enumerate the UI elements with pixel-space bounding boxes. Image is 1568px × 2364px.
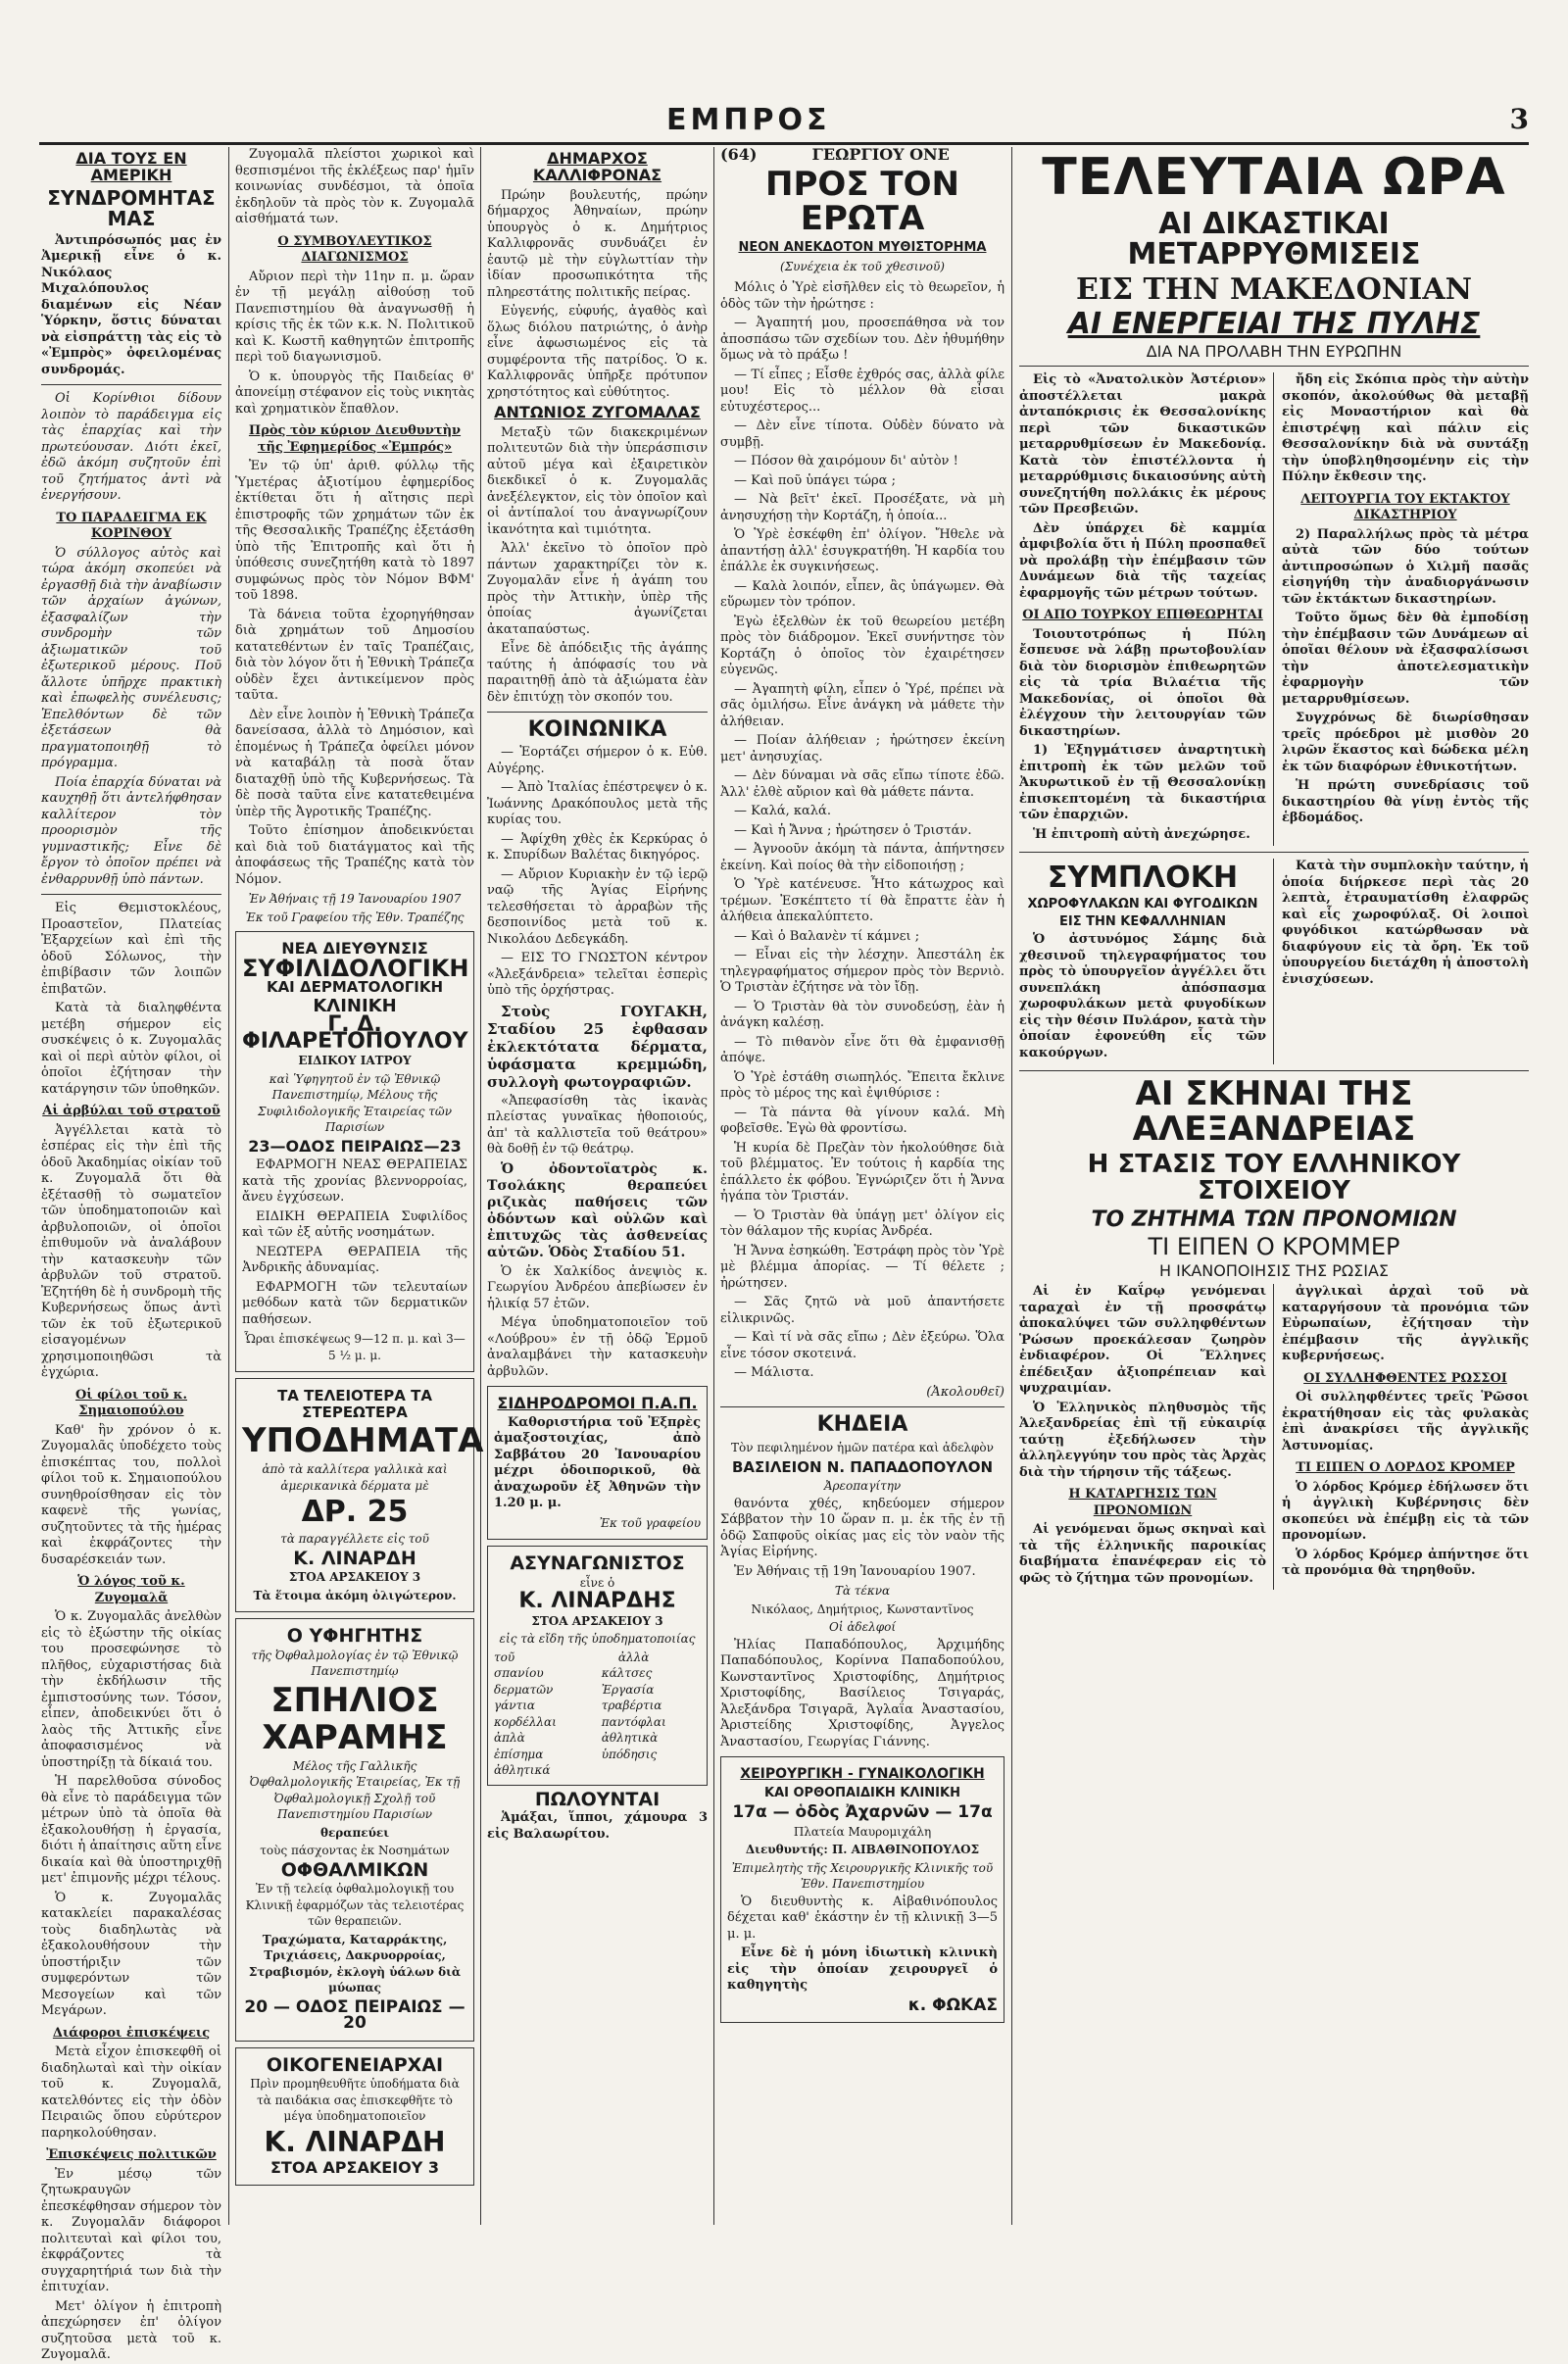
section-heading: Οἱ φίλοι τοῦ κ. Σημαιοπούλου <box>74 1387 188 1419</box>
story-paragraph: Μόλις ὁ Ὑρὲ εἰσῆλθεν εἰς τὸ θεωρεῖον, ἡ ὁδὸς τῶν τὴν ἠρώτησε : <box>720 280 1004 312</box>
ad-hours: Ὧραι ἐπισκέψεως 9—12 π. μ. καὶ 3—5 ½ μ. μ. <box>244 1332 466 1362</box>
ad-shoes <box>235 1378 484 1612</box>
section-heading: ΟΙ ΣΥΛΛΗΦΘΕΝΤΕΣ ΡΩΣΣΟΙ <box>1303 1370 1507 1386</box>
section-heading: ΤΟ ΠΑΡΑΔΕΙΓΜΑ ΕΚ ΚΟΡΙΝΘΟΥ <box>56 510 207 542</box>
article-paragraph: Μεταξὺ τῶν διακεκριμένων πολιτευτῶν διὰ τὴν ὑπεράσπισιν αὐτοῦ μέγα καὶ ἐξαιρετικὸν διεκδικεῖ ὁ κ. Ζυγομαλᾶς ἀνεξέλεγκτον, εἰς τὸν ὁποῖον καὶ οἱ ἀντίπαλοί του ἀναγνωρίζουν ἱκανότητα καὶ τιμιότητα. <box>487 424 708 537</box>
article-paragraph: Ἀγγέλλεται κατὰ τὸ ἐσπέρας εἰς τὴν ἐπὶ τῆς ὁδοῦ Ἀκαδημίας οἰκίαν τοῦ κ. Ζυγομαλᾶ ὅτι θὰ ἐξέτασθῇ τὸ σωματεῖον τῶν ὑποδηματοποιῶν καὶ ἀρβυλοποιῶν, οἱ ὁποῖοι ἐπιθυμοῦν νὰ ἀναλάβουν τὴν κατασκευὴν τῶν ἀρβυλῶν τοῦ στρατοῦ. Ἐζητήθη δὲ ἡ συνδρομὴ τῆς Κυβερνήσεως ὅπως ἀντὶ τῶν ἐκ τοῦ ἐξωτερικοῦ εἰσαγομένων χρησιμοποιηθῶσι τὰ ἐγχώρια. <box>41 1122 221 1381</box>
funeral-text: Τὸν πεφιλημένον ἡμῶν πατέρα καὶ ἀδελφὸν <box>731 1441 994 1455</box>
article-paragraph: Ἐν μέσῳ τῶν ζητωκραυγῶν ἐπεσκέφθησαν σήμερον τὸν κ. Ζυγομαλᾶν διάφοροι πολιτευταὶ καὶ φίλοι του, ἐκφράζοντες τὰ συγχαρητήριά των διὰ τὴν ἐπιτυχίαν. <box>41 2166 221 2295</box>
story-paragraph: — Καὶ τί νὰ σᾶς εἴπω ; Δὲν ἐξεύρω. Ὅλα εἶνε τόσον σκοτεινά. <box>720 1330 1004 1361</box>
article-paragraph: Ἐν τῷ ὑπ' ἀριθ. φύλλῳ τῆς Ὑμετέρας ἀξιοτίμου ἐφημερίδος ἐκτίθεται ὅτι ἡ αἴτησις περὶ ἐπιστροφῆς τῶν χρημάτων τῶν ἐκ τῆς Θεσσαλικῆς Τραπέζης ἐξετάσθη ὑπὸ τῆς Ἐπιτροπῆς καὶ ὅτι ἡ ὑπόθεσις συνεζητήθη κατὰ τὸ 1897 συμφώνως πρὸς τὸν Νόμον ΒΦΜ' τοῦ 1898. <box>235 459 474 603</box>
headline-social: ΚΟΙΝΩΝΙΚΑ <box>527 717 667 743</box>
article-paragraph: Εἶνε δὲ ἀπόδειξις τῆς ἀγάπης ταύτης ἡ ἀπόφασίς του νὰ παραιτηθῇ ἀπὸ τὰ ἀξιώματα ἐὰν δὲν ἐπιτύχῃ τὸν σκοπόν του. <box>487 641 708 705</box>
clash-article <box>1019 859 1529 1064</box>
ad-text: εἰς τὰ εἴδη τῆς ὑποδηματοποιίας <box>499 1632 696 1647</box>
ad-items-right <box>602 1650 701 1779</box>
story-paragraph: — Ὁ Τριστὰν θὰ ὑπάγῃ μετ' ὀλίγον εἰς τὸν θάλαμον τῆς κυρίας Ἀνδρέα. <box>720 1207 1004 1240</box>
story-paragraph: — Σᾶς ζητῶ νὰ μοῦ ἀπαντήσετε εἰλικρινῶς. <box>720 1295 1004 1326</box>
divider <box>487 712 708 713</box>
ad-text: ἀπὸ τὰ καλλίτερα γαλλικὰ καὶ ἀμερικανικὰ δέρματα μὲ <box>262 1462 448 1493</box>
article-paragraph: Ὁ ἀστυνόμος Σάμης διὰ χθεσινοῦ τηλεγραφήματος του πρὸς τὸ ὑπουργεῖον ἀγγέλλει ὅτι συνεπλάκη ἀπόσπασμα χωροφυλάκων μετὰ φυγοδίκων εἰς τὴν θέσιν Πυλάρον, κατὰ τὴν ὁποίαν ἐφονεύθη εἷς τῶν κακούργων. <box>1019 932 1266 1060</box>
serial-continuation: (Συνέχεια ἐκ τοῦ χθεσινοῦ) <box>780 259 945 273</box>
funeral-label: Οἱ ἀδελφοί <box>828 1620 897 1635</box>
ad-text: Καθοριστήρια τοῦ Ἐξπρὲς ἀμαξοστοιχίας, ἀπὸ Σαββάτου 20 Ἰανουαρίου μέχρι ὁδοιπορικοῦ, θὰ ἀναχωροῦν ἐξ Ἀθηνῶν τὴν 1.20 μ. μ. <box>494 1414 701 1511</box>
article-paragraph: Ἀλλ' ἐκεῖνο τὸ ὁποῖον πρὸ πάντων χαρακτηρίζει τὸν κ. Ζυγομαλᾶν εἶνε ἡ ἀγάπη του πρὸς τὴν Ἀττικὴν, ὑπὲρ τῆς ὁποίας ἀγωνίζεται ἀκαταπαύστως. <box>487 541 708 637</box>
serial-author: ΓΕΩΡΓΙΟΥ ΟΝΕ <box>811 145 950 164</box>
ad-heading: ΚΑΙ ΔΕΡΜΑΤΟΛΟΓΙΚΗ <box>266 978 444 996</box>
article-paragraph: Εὐγενής, εὐφυής, ἀγαθὸς καὶ ὅλως διόλου πατριώτης, ὁ ἀνὴρ εἶνε ἀφωσιωμένος εἰς τὰ συμφέροντα τῆς πατρίδος. Ὁ κ. Καλλιφρονᾶς ὑπῆρξε πρότυπον χρηστότητος καὶ εὐθύτητος. <box>487 304 708 400</box>
article-paragraph: Εἰς τὸ «Ἀνατολικὸν Ἀστέριον» ἀποστέλλεται μακρὰ ἀνταπόκρισις ἐκ Θεσσαλονίκης περὶ τῶν δικαστικῶν μεταρρυθμίσεων ἐν Μακεδονίᾳ. Κατὰ τὸν ἐπιστέλλοντα ἡ μεταρρύθμισις δικαιοσύνης αὐτὴ συνεζητήθη πολλάκις ἐκ μέρους τῶν Πρεσβειῶν. <box>1019 372 1266 517</box>
ad-text: Πρὶν προμηθευθῆτε ὑποδήματα διὰ τὰ παιδάκια σας ἐπισκεφθῆτε τὸ μέγα ὑποδηματοποιεῖον <box>250 2077 460 2123</box>
ad-item: παντόφλαι <box>601 1714 666 1729</box>
story-paragraph: — Ποίαν ἀλήθειαν ; ἠρώτησεν ἐκείνη μετ' ἀνησυχίας. <box>720 733 1004 764</box>
page-number: 3 <box>1509 103 1529 135</box>
ad-shop-name: Κ. ΛΙΝΑΡΔΗ <box>293 1547 416 1569</box>
story-paragraph: — Δὲν δύναμαι νὰ σᾶς εἴπω τίποτε ἐδῶ. Ἀλλ' ἐλθὲ αὔριον καὶ θὰ μάθετε πάντα. <box>720 768 1004 800</box>
headline-privileges: ΤΟ ΖΗΤΗΜΑ ΤΩΝ ΠΡΟΝΟΜΙΩΝ <box>1091 1207 1457 1233</box>
ad-text: ΕΦΑΡΜΟΓΗ τῶν τελευταίων μεθόδων κατὰ τῶν δερματικῶν παθήσεων. <box>242 1279 467 1327</box>
ad-text: Ἐπιμελητὴς τῆς Χειρουργικῆς Κλινικῆς τοῦ Ἐθν. Πανεπιστημίου <box>731 1860 994 1892</box>
article-paragraph: Τοῦτο ἐπίσημον ἀποδεικνύεται καὶ διὰ τοῦ διατάγματος καὶ τῆς ἀποφάσεως τῆς Τραπέζης κατὰ τὸν Νόμον. <box>235 823 474 887</box>
ad-text: εἶνε ὁ <box>579 1575 615 1590</box>
article-paragraph: Ἡ παρελθοῦσα σύνοδος θὰ εἶνε τὸ παράδειγμα τῶν μέτρων ὑπὸ τὰ ὁποῖα θὰ ἐξακολουθήσῃ ἡ ἐργασία, διότι ἡ ἀπαίτησις αὕτη εἶνε δικαία καὶ θὰ ὑποστηριχθῇ μετ' ἐπιμονῆς μέχρι τέλους. <box>41 1774 221 1887</box>
section-heading: ΤΙ ΕΙΠΕΝ Ο ΛΟΡΔΟΣ ΚΡΟΜΕΡ <box>1296 1460 1515 1476</box>
ad-text: Ἐκ τοῦ γραφείου <box>599 1515 701 1530</box>
headline-cephalonia: ΕΙΣ ΤΗΝ ΚΕΦΑΛΛΗΝΙΑΝ <box>1058 913 1226 929</box>
ad-text: ΝΕΩΤΕΡΑ ΘΕΡΑΠΕΙΑ τῆς Ἀνδρικῆς ἀδυναμίας. <box>242 1244 467 1275</box>
article-paragraph: Τὰ δάνεια τοῦτα ἐχορηγήθησαν διὰ χρημάτων τοῦ Δημοσίου κατατεθέντων ἐν ταῖς Τραπέζαις, διὰ τὸν λόγον ὅτι ἡ Ἐθνικὴ Τράπεζα οὐδὲν ἔχει ἀντικείμενον πρὸς ταῦτα. <box>235 607 474 703</box>
ad-item: τοῦ σπανίου <box>494 1650 544 1681</box>
funeral-label: Τὰ τέκνα <box>834 1584 891 1599</box>
funeral-name: ΒΑΣΙΛΕΙΟΝ Ν. ΠΑΠΑΔΟΠΟΥΛΟΝ <box>731 1457 994 1476</box>
signature-date: Ἐν Ἀθήναις τῇ 19 Ἰανουαρίου 1907 <box>248 892 462 906</box>
article-paragraph: Ὁ κ. Ζυγομαλᾶς κατακλείει παρακαλέσας τοὺς διαδηλωτὰς νὰ ἐξακολουθήσουν τὴν ὑποστήριξιν τῶν συμφερόντων τῶν Μεσογείων καὶ τῶν Μεγάρων. <box>41 1890 221 2019</box>
column-5 <box>1019 147 1529 2225</box>
article-paragraph: Εἰς Θεμιστοκλέους, Προαστεῖον, Πλατείας Ἐξαρχείων καὶ ἐπὶ τῆς ὁδοῦ Σόλωνος, τὴν ἐπιβίβασιν τῶν λοιπῶν ἐπιβατῶν. <box>41 901 221 997</box>
column-4 <box>720 147 1004 2225</box>
ad-item: ἀλλὰ <box>617 1650 650 1664</box>
article-paragraph: Μετ' ὀλίγον ἡ ἐπιτροπὴ ἀπεχώρησεν ἐπ' ὀλίγον συζητοῦσα μετὰ τοῦ κ. Ζυγομαλᾶ. <box>41 2298 221 2363</box>
column-1 <box>41 147 221 2363</box>
article-paragraph: Ὁ λόρδος Κρόμερ ἀπήντησε ὅτι τὰ προνόμια θὰ τηρηθοῦν. <box>1282 1547 1529 1579</box>
column-divider <box>713 147 714 2225</box>
ad-address: ΣΤΟΑ ΑΡΣΑΚΕΙΟΥ 3 <box>531 1613 663 1628</box>
funeral-relatives: Ἠλίας Παπαδόπουλος, Ἀρχιμήδης Παπαδόπουλος, Κορίννα Παπαδοπούλου, Κωνσταντῖνος Χριστοφίδης, Δημήτριος Χριστοφίδης, Βασίλειος Τσιγαράς, Ἀλεξάνδρα Τσιγαρᾶ, Ἀγλαΐα Ἀναστασίου, Ἀριστείδης Χριστοφίδης, Ἀγγελος Ἀναστασίου, Γεωργίας Γιάννης. <box>720 1637 1004 1749</box>
funeral-text: θανόντα χθές, κηδεύομεν σήμερον Σάββατον τὴν 10 ὥραν π. μ. ἐκ τῆς ἐν τῇ ὁδῷ Σαπφοῦς οἰκίας μας εἰς τὸν ναὸν τῆς Ἁγίας Εἰρήνης. <box>720 1496 1004 1560</box>
story-paragraph: — Ὁ Τριστὰν θὰ τὸν συνοδεύσῃ, ἐὰν ἡ ἀνάγκη καλέσῃ. <box>720 999 1004 1031</box>
section-heading: ΟΙ ΑΠΟ ΤΟΥΡΚΟΥ ΕΠΙΘΕΩΡΗΤΑΙ <box>1022 608 1263 623</box>
ad-heading: ΟΙΚΟΓΕΝΕΙΑΡΧΑΙ <box>266 2053 444 2076</box>
story-paragraph: — Ἀγαπητή μου, προσεπάθησα νὰ τον ἀποσπάσω τῶν σχεδίων του. Δὲν ἠθυμήθην ὅμως νὰ τὸ πράξω ! <box>720 316 1004 364</box>
ad-doctor-name: κ. ΦΩΚΑΣ <box>907 1995 998 2015</box>
headline-zygomalas: ΑΝΤΩΝΙΟΣ ΖΥΓΟΜΑΛΑΣ <box>494 403 701 422</box>
headline-subscribers-sub: ΣΥΝΔΡΟΜΗΤΑΣ ΜΑΣ <box>47 185 216 230</box>
section-heading: ΛΕΙΤΟΥΡΓΙΑ ΤΟΥ ΕΚΤΑΚΤΟΥ ΔΙΚΑΣΤΗΡΙΟΥ <box>1300 491 1510 523</box>
article-paragraph: Ποία ἐπαρχία δύναται νὰ καυχηθῇ ὅτι ἀντελήφθησαν καλλίτερον τὸν προορισμὸν τῆς γυμναστικῆς; Εἶνε δὲ ἔργον τὸ ὁποῖον πρέπει νὰ ἐνθαρρυνθῇ ὑπὸ πάντων. <box>41 774 221 887</box>
headline-subscribers: ΔΙΑ ΤΟΥΣ ΕΝ ΑΜΕΡΙΚΗ <box>75 149 187 184</box>
article-paragraph: Οἱ Κορίνθιοι δίδουν λοιπὸν τὸ παράδειγμα εἰς τὰς ἐπαρχίας καὶ τὴν πρωτεύουσαν. Διότι ἐκεῖ, ἐδῶ ἀκόμη συζητοῦν ἐπὶ τοῦ ζητήματος ἀντὶ νὰ ἐνεργήσουν. <box>41 391 221 504</box>
headline-alexandria: ΑΙ ΣΚΗΝΑΙ ΤΗΣ ΑΛΕΞΑΝΔΡΕΙΑΣ <box>1132 1074 1416 1149</box>
ad-family-shoes <box>235 2047 474 2187</box>
section-heading: Διάφοροι ἐπισκέψεις <box>52 2025 211 2041</box>
serial-subtitle: ΝΕΟΝ ΑΝΕΚΔΟΤΟΝ ΜΥΘΙΣΤΟΡΗΜΑ <box>738 239 987 255</box>
reforms-left <box>1019 372 1266 846</box>
ad-items-left <box>494 1650 593 1779</box>
article-paragraph: ἤδη εἰς Σκόπια πρὸς τὴν αὐτὴν σκοπόν, ἀκολούθως θὰ μεταβῇ εἰς Μοναστήριον καὶ θὰ ἐπιστρέψῃ καὶ πάλιν εἰς Θεσσαλονίκην διὰ νὰ συντάξῃ τὴν ὑποβληθησομένην εἰς τὴν Πύλην ἔκθεσιν της. <box>1282 372 1529 485</box>
column-divider <box>480 147 481 2225</box>
clash-left <box>1019 859 1266 1064</box>
ad-item: ἐπίσημα <box>494 1747 544 1761</box>
ad-text: τοὺς πάσχοντας ἐκ Νοσημάτων <box>260 1844 450 1857</box>
article-paragraph: Ἡ ἐπιτροπὴ αὐτὴ ἀνεχώρησε. <box>1033 826 1250 842</box>
headline-porte-actions: ΑΙ ΕΝΕΡΓΕΙΑΙ ΤΗΣ ΠΥΛΗΣ <box>1067 307 1481 342</box>
headline-kallifronas: ΔΗΜΑΡΧΟΣ ΚΑΛΛΙΦΡΟΝΑΣ <box>532 149 662 184</box>
article-paragraph: Δὲν ὑπάρχει δὲ καμμία ἀμφιβολία ὅτι ἡ Πύλη προσπαθεῖ νὰ προλάβῃ τὴν ἐπέμβασιν τῶν Δυνάμεων διὰ τῆς ταχείας ἐφαρμογῆς τῶν μέτρων τούτων. <box>1019 520 1266 601</box>
headline-cromer: ΤΙ ΕΙΠΕΝ Ο ΚΡΟΜΜΕΡ <box>1148 1233 1400 1261</box>
top-rule <box>39 142 1529 145</box>
ad-heading: ΝΕΑ ΔΙΕΥΘΥΝΣΙΣ <box>281 939 428 958</box>
ad-heading: ΚΑΙ ΟΡΘΟΠΑΙΔΙΚΗ ΚΛΙΝΙΚΗ <box>764 1785 960 1800</box>
article-paragraph: Μέγα ὑποδηματοποιεῖον τοῦ «Λούβρου» ἐν τῇ ὁδῷ Ἑρμοῦ ἀναλαμβάνει τὴν κατασκευὴν ἀρβυλῶν. <box>487 1315 708 1379</box>
reforms-right <box>1273 372 1529 846</box>
headline-clash-sub: ΧΩΡΟΦΥΛΑΚΩΝ ΚΑΙ ΦΥΓΟΔΙΚΩΝ <box>1027 896 1258 911</box>
headline-funeral: ΚΗΔΕΙΑ <box>816 1412 908 1438</box>
ad-item: τραβέρτια <box>601 1699 662 1713</box>
ad-heading: ΧΕΙΡΟΥΡΓΙΚΗ - ΓΥΝΑΙΚΟΛΟΓΙΚΗ <box>740 1766 985 1783</box>
ad-doctor-name: ΧΑΡΑΜΗΣ <box>262 1717 448 1757</box>
alexandria-article <box>1019 1284 1529 1590</box>
ad-heading: ΣΥΦΙΛΙΔΟΛΟΓΙΚΗ <box>242 954 469 982</box>
serial-number: (64) <box>720 145 758 164</box>
article-paragraph: Ζυγομαλᾶ πλείστοι χωρικοὶ καὶ θεσπισμένοι τῆς ἐκλέξεως παρ' ἡμῖν κοινωνίας συνδέσμοι, τὰ ὁποῖα ἐκδηλοῦν τὰ πρὸς τὸν κ. Ζυγομαλᾶ αἰσθήματά των. <box>235 147 474 226</box>
ad-item: ἀθλητικά <box>494 1763 551 1778</box>
article-paragraph: Τοιουτοτρόπως ἡ Πύλη ἔσπευσε νὰ λάβῃ πρωτοβουλίαν διὰ τὸν διορισμὸν ἐπιθεωρητῶν εἰς τὰ τρία Βιλαέτια τῆς Μακεδονίας, οἱ ὁποῖοι θὰ ἐλέγχουν τὴν λειτουργίαν τῶν δικαστηρίων. <box>1019 626 1266 739</box>
story-paragraph: — Μάλιστα. <box>734 1365 814 1381</box>
ad-text: θεραπεύει <box>319 1825 390 1840</box>
ad-text: Ὁ διευθυντὴς κ. Αἰβαθινόπουλος δέχεται καθ' ἑκάστην ἐν τῇ κλινικῇ 3—5 μ. μ. <box>727 1894 998 1942</box>
article-paragraph: Αὔριον περὶ τὴν 11ην π. μ. ὥραν ἐν τῇ μεγάλῃ αἰθούσῃ τοῦ Πανεπιστημίου θὰ ἀναγνωσθῇ ἡ κρίσις τῆς ἐκ τῶν κ.κ. Ν. Πολιτικοῦ καὶ Κ. Κωστῆ καθηγητῶν ἐπιτροπῆς περὶ τοῦ διαγωνισμοῦ. <box>235 269 474 365</box>
headline-prevent-europe: ΔΙΑ ΝΑ ΠΡΟΛΑΒΗ ΤΗΝ ΕΥΡΩΠΗΝ <box>1146 341 1402 361</box>
ad-doctor-name: Γ. Δ. ΦΙΛΑΡΕΤΟΠΟΥΛΟΥ <box>242 1012 468 1054</box>
story-paragraph: — Τί εἶπες ; Εἶσθε ἐχθρός σας, ἀλλὰ φίλε μου! Εἰς τὸ μέλλον θὰ εἶσαι εὐτυχέστερος... <box>720 367 1004 415</box>
ad-ophthalmologist <box>235 1618 474 2042</box>
reforms-article <box>1019 372 1529 846</box>
story-paragraph: — Ἀγαπητὴ φίλη, εἶπεν ὁ Ὑρέ, πρέπει νὰ σᾶς ὁμιλήσω. Εἶνε ἀνάγκη νὰ μάθετε τὴν ἀλήθειαν. <box>720 681 1004 729</box>
newspaper-title: ΕΜΠΡΟΣ <box>666 103 831 137</box>
ad-heading: ΤΑ ΤΕΛΕΙΟΤΕΡΑ ΤΑ ΣΤΕΡΕΩΤΕΡΑ <box>277 1387 432 1421</box>
headline-greek-stance: Η ΣΤΑΣΙΣ ΤΟΥ ΕΛΛΗΝΙΚΟΥ ΣΤΟΙΧΕΙΟΥ <box>1087 1149 1461 1206</box>
ad-text: Τὰ ἕτοιμα ἀκόμη ὀλιγώτερον. <box>253 1588 457 1602</box>
alexandria-right <box>1273 1284 1529 1590</box>
ad-syphilology-clinic <box>235 931 474 1372</box>
section-heading: Ἐπισκέψεις πολιτικῶν <box>46 2147 217 2163</box>
article-paragraph: Ὁ κ. ὑπουργὸς τῆς Παιδείας θ' ἀπονείμῃ στέφανον εἰς τοὺς νικητὰς καὶ χρηματικὸν ἔπαθλον. <box>235 369 474 417</box>
divider <box>720 1406 1004 1407</box>
social-item: — Ἀπὸ Ἰταλίας ἐπέστρεψεν ὁ κ. Ἰωάννης Δρακόπουλος μετὰ τῆς κυρίας του. <box>487 780 708 828</box>
divider <box>1019 366 1529 367</box>
divider <box>1019 852 1529 853</box>
ad-heading: ΑΣΥΝΑΓΩΝΙΣΤΟΣ <box>510 1552 685 1575</box>
social-item: — Ἑορτάζει σήμερον ὁ κ. Εὐθ. Αὐγέρης. <box>487 745 708 776</box>
story-paragraph: — Νὰ βεῖτ' ἐκεῖ. Προσέξατε, νὰ μὴ ἀνησυχήσῃ τὴν Κορτάζη, ἡ ὁποία... <box>720 492 1004 523</box>
social-item: — Ἀφίχθη χθὲς ἐκ Κερκύρας ὁ κ. Σπυρίδων Βαλέτας δικηγόρος. <box>487 831 708 863</box>
story-paragraph: — Καλά, καλά. <box>734 804 831 819</box>
divider <box>41 894 221 895</box>
ad-surgical-clinic <box>720 1756 1004 2023</box>
ad-text: Πλατεία Μαυρομιχάλη <box>793 1824 932 1839</box>
ad-heading: Ο ΥΦΗΓΗΤΗΣ <box>286 1625 423 1647</box>
article-paragraph: Πρώην βουλευτής, πρώην δήμαρχος Ἀθηναίων, πρώην ὑπουργὸς ὁ κ. Δημήτριος Καλλιφρονᾶς συνδυάζει ἐν ἑαυτῷ μὲ τὴν εὐγλωττίαν τὴν ἰδίαν προσωπικότητα τῆς πληρεστάτης πολιτικῆς πείρας. <box>487 187 708 300</box>
ad-text: Ἐν τῇ τελείᾳ ὀφθαλμολογικῇ του Κλινικῇ ἐφαρμόζων τὰς τελειοτέρας τῶν θεραπειῶν. <box>245 1882 465 1928</box>
funeral-date: Ἐν Ἀθήναις τῇ 19η Ἰανουαρίου 1907. <box>734 1563 976 1579</box>
ad-text: καὶ Ὑφηγητοῦ ἐν τῷ Ἐθνικῷ Πανεπιστημίῳ, Μέλους τῆς Συφιλιδολογικῆς Ἑταιρείας τῶν Παρισίων <box>257 1071 453 1134</box>
column-2 <box>235 147 484 2225</box>
ad-text: Τραχώματα, Καταρράκτης, Τριχιάσεις, Δακρυορροίας, Στραβισμόν, ἐκλογὴ ὑάλων διὰ μύωπας <box>248 1932 462 1995</box>
story-paragraph: — Καὶ ὁ Βαλανὲν τί κάμνει ; <box>734 928 920 944</box>
article-paragraph: Ἀντιπρόσωπός μας ἐν Ἀμερικῇ εἶνε ὁ κ. Νικόλαος Μιχαλόπουλος διαμένων εἰς Νέαν Ὑόρκην, ὅστις δύναται νὰ εἰσπράττῃ τὰς εἰς τὸ «Ἐμπρὸς» ὀφειλομένας συνδρομάς. <box>41 232 221 377</box>
section-heading: Πρὸς τὸν κύριον Διευθυντὴν τῆς Ἐφημερίδος «Ἐμπρός» <box>248 423 462 455</box>
story-paragraph: — Εἶναι εἰς τὴν λέσχην. Ἀπεστάλη ἐκ τηλεγραφήματος σήμερον πρὸς τὸν Βερνιὸ. Ὁ Τριστὰν ἐζήτησε νὰ τὸν ἴδῃ. <box>720 948 1004 996</box>
ad-price: ΔΡ. 25 <box>301 1495 409 1529</box>
ad-heading: ΟΦΘΑΛΜΙΚΩΝ <box>280 1858 429 1881</box>
ad-address: 23—ΟΔΟΣ ΠΕΙΡΑΙΩΣ—23 <box>248 1136 462 1156</box>
ad-text: τὰ παραγγέλλετε εἰς τοῦ <box>280 1532 429 1546</box>
column-3 <box>487 147 708 2225</box>
ad-address: ΣΤΟΑ ΑΡΣΑΚΕΙΟΥ 3 <box>288 1570 421 1584</box>
ad-items <box>494 1650 701 1779</box>
column-divider <box>1011 147 1012 2225</box>
divider <box>41 384 221 385</box>
ad-item: ἀθλητικὰ <box>601 1731 659 1746</box>
article-paragraph: Αἱ γενόμεναι ὅμως σκηναὶ καὶ τὰ τῆς ἑλληνικῆς παροικίας διαβήματα ἐπανέφεραν εἰς τὸ φῶς τὸ ζήτημα τῶν προνομίων. <box>1019 1522 1266 1586</box>
column-divider <box>228 147 229 2225</box>
ad-text: τῆς Ὀφθαλμολογίας ἐν τῷ Ἐθνικῷ Πανεπιστημίῳ <box>251 1648 459 1678</box>
divider <box>1019 1070 1529 1071</box>
ad-text: Στοὺς ΓΟΥΓΑΚΗ, Σταδίου 25 ἐφθασαν ἐκλεκτότατα δέρματα, ὑφάσματα κρεμμώδη, συλλογὴ φωτογραφιῶν. <box>487 1002 708 1091</box>
ad-heading: ΥΠΟΔΗΜΑΤΑ <box>242 1421 484 1460</box>
ad-item: κορδέλλαι <box>494 1714 557 1729</box>
ad-railways <box>487 1386 708 1540</box>
story-paragraph: Ὁ Ὑρὲ ἐστάθη σιωπηλός. Ἔπειτα ἔκλινε πρὸς τὸ μέρος της καὶ ἐψιθύρισε : <box>720 1069 1004 1102</box>
story-paragraph: Ἡ κυρία δὲ Πρεζὰν τὸν ἠκολούθησε διὰ τοῦ βλέμματος. Ἐν τούτοις ἡ καρδία της ἐπάλλετο ἐκ φόβου. Ἐγνώριζεν ὅτι ἡ Ἄννα ἠγάπα τὸν Τριστάν. <box>720 1140 1004 1205</box>
article-paragraph: Κατὰ τὴν συμπλοκὴν ταύτην, ἡ ὁποία διήρκεσε περὶ τὰς 20 λεπτὰ, ἐτραυματίσθη ἐλαφρῶς καὶ εἷς χωροφύλαξ. Οἱ λοιποὶ φυγόδικοι κατώρθωσαν νὰ διαφύγουν εἰς τὰ ὄρη. Ἐκ τοῦ ὑπουργείου διετάχθη ἡ ἀποστολὴ ἐνισχύσεων. <box>1282 859 1529 987</box>
story-paragraph: — Καὶ ἡ Ἄννα ; ἠρώτησεν ὁ Τριστάν. <box>734 822 972 838</box>
story-paragraph: Ὁ Ὑρὲ ἐσκέφθη ἐπ' ὀλίγον. Ἤθελε νὰ ἀπαντήσῃ ἀλλ' ἐσυγκρατήθη. Ἡ καρδία του ἐπάλλε ἐκ συγκινήσεως. <box>720 527 1004 575</box>
ad-text: Ἁμάξαι, ἵπποι, χάμουρα 3 εἰς Βαλαωρίτου. <box>487 1810 708 1842</box>
story-paragraph: Ὁ Ὑρὲ κατένευσε. Ἦτο κάτωχρος καὶ τρέμων. Ἐσκέπτετο τί θὰ ἔπραττε ἐὰν ἡ ἀλήθεια ἀπεκαλύπτετο. <box>720 877 1004 925</box>
ad-item: γάντια <box>494 1699 536 1713</box>
social-item: — Αὔριον Κυριακὴν ἐν τῷ ἱερῷ ναῷ τῆς Ἁγίας Εἰρήνης τελεσθήσεται τὸ ἀρραβὼν τῆς δεσποινίδος μετὰ τοῦ κ. Νικολάου Δεδεγκάδη. <box>487 866 708 947</box>
ad-item: ὑπόδησις <box>601 1747 658 1761</box>
article-paragraph: ἀγγλικαὶ ἀρχαὶ τοῦ νὰ καταργήσουν τὰ προνόμια τῶν Εὐρωπαίων, ἐζήτησαν τὴν ἐπέμβασιν τῆς ἀγγλικῆς κυβερνήσεως. <box>1282 1284 1529 1364</box>
story-paragraph: — Καλὰ λοιπόν, εἶπεν, ἂς ὑπάγωμεν. Θὰ εὕρωμεν τὸν τρόπον. <box>720 578 1004 611</box>
ad-text: ΕΙΔΙΚΗ ΘΕΡΑΠΕΙΑ Συφιλίδος καὶ τῶν ἐξ αὐτῆς νοσημάτων. <box>242 1208 467 1240</box>
headline-russia: Η ΙΚΑΝΟΠΟΙΗΣΙΣ ΤΗΣ ΡΩΣΙΑΣ <box>1159 1261 1389 1281</box>
ad-heading: ΣΙΔΗΡΟΔΡΟΜΟΙ Π.Α.Π. <box>497 1394 698 1413</box>
article-paragraph: Αἱ ἐν Καΐρῳ γενόμεναι ταραχαὶ ἐν τῇ προσφάτῳ ἀποκαλύψει τῶν συλληφθέντων Ῥώσων προεκάλεσαν ζωηρὸν ἐνδιαφέρον. Οἱ Ἕλληνες ἐπέδειξαν ἀξιοπρέπειαν καὶ ψυχραιμίαν. <box>1019 1284 1266 1397</box>
article-paragraph: Μετὰ εἶχον ἐπισκεφθῆ οἱ διαδηλωταὶ καὶ τὴν οἰκίαν τοῦ κ. Ζυγομαλᾶ, κατελθόντες εἰς τὴν ὁδὸν Πειραιῶς ὅπου εὐρύτερον παρηκολούθησαν. <box>41 2044 221 2141</box>
story-paragraph: — Τὸ πιθανὸν εἶνε ὅτι θὰ ἐμφανισθῇ ἀπόψε. <box>720 1034 1004 1066</box>
ad-item: Ἐργασία <box>601 1682 655 1697</box>
article-paragraph: Ἡ πρώτη συνεδρίασις τοῦ δικαστηρίου θὰ γίνῃ ἐντὸς τῆς ἑβδομάδος. <box>1282 778 1529 826</box>
headline-last-hour: ΤΕΛΕΥΤΑΙΑ ΩΡΑ <box>1042 148 1506 207</box>
article-paragraph: Τοῦτο ὅμως δὲν θὰ ἐμποδίσῃ τὴν ἐπέμβασιν τῶν Δυνάμεων αἱ ὁποῖαι θέλουν νὰ ἐξασφαλίσωσι τὴν ἀποτελεσματικὴν ἐφαρμογὴν τῶν μεταρρυθμίσεων. <box>1282 611 1529 707</box>
ad-item: ἀπλὰ <box>494 1731 525 1746</box>
article-paragraph: Οἱ συλληφθέντες τρεῖς Ῥῶσοι ἐκρατήθησαν εἰς τὰς φυλακὰς ἐπὶ ἀνακρίσει τῆς ἀγγλικῆς Ἀστυνομίας. <box>1282 1390 1529 1453</box>
story-paragraph: — Ἀγνοοῦν ἀκόμη τὰ πάντα, ἀπήντησεν ἐκείνη. Καὶ ποίος θὰ τὴν εἰδοποιήσῃ ; <box>720 842 1004 873</box>
social-item: — ΕΙΣ ΤΟ ΓΝΩΣΤΟΝ κέντρον «Ἀλεξάνδρεια» τελεῖται ἑσπερὶς ὑπὸ τῆς ὀρχήστρας. <box>487 951 708 999</box>
headline-clash: ΣΥΜΠΛΟΚΗ <box>1047 861 1239 896</box>
serial-title: ΠΡΟΣ ΤΟΝ ΕΡΩΤΑ <box>765 164 959 239</box>
story-paragraph: — Δὲν εἶνε τίποτα. Οὐδὲν δύνατο νὰ συμβῇ. <box>720 419 1004 450</box>
section-heading: Ο ΣΥΜΒΟΥΛΕΥΤΙΚΟΣ ΔΙΑΓΩΝΙΣΜΟΣ <box>277 233 432 265</box>
story-paragraph: Ἡ Ἄννα ἐσηκώθη. Ἐστράφη πρὸς τὸν Ὑρὲ μὲ βλέμμα ἀπορίας. — Τί θέλετε ; ἠρώτησεν. <box>720 1243 1004 1291</box>
article-paragraph: «Ἀπεφασίσθη τὰς ἱκανὰς πλείστας γυναῖκας ἠθοποιούς, ἀπ' τὰ καλλιστεῖα τοῦ θεάτρου» θὰ δοθῇ ἐν τῷ θεάτρῳ. <box>487 1093 708 1157</box>
funeral-role: Ἀρεοπαγίτην <box>823 1479 902 1494</box>
section-heading: Η ΚΑΤΑΡΓΗΣΙΣ ΤΩΝ ΠΡΟΝΟΜΙΩΝ <box>1068 1487 1217 1518</box>
ad-text: Διευθυντής: Π. ΑΙΒΑΘΙΝΟΠΟΥΛΟΣ <box>745 1843 980 1857</box>
ad-shop-name: Κ. ΛΙΝΑΡΔΗΣ <box>518 1589 676 1614</box>
masthead <box>39 103 1529 142</box>
article-paragraph: Ὁ σύλλογος αὐτὸς καὶ τώρα ἀκόμη σκοπεύει νὰ ἐργασθῇ διὰ τὴν ἀναβίωσιν τῶν ἀρχαίων ἀγώνων, ἐξασφαλίζων τὴν συνδρομὴν τῶν ἀξιωματικῶν τοῦ ἐξωτερικοῦ μέρους. Ποῦ ἄλλοτε ὑπῆρχε πρακτικὴ καὶ ἐπωφελὴς συνέλευσις; Ἐπελθόντων δὲ τῶν ἐξετάσεων θὰ πραγματοποιηθῇ τὸ πρόγραμμα. <box>41 545 221 771</box>
ad-item: δερματῶν <box>494 1682 554 1697</box>
serial-header <box>720 147 1004 164</box>
article-paragraph: Καθ' ἣν χρόνον ὁ κ. Ζυγομαλᾶς ὑποδέχετο τοὺς ἐπισκέπτας του, πολλοὶ φίλοι τοῦ κ. Σημαιοπούλου συνηθροίσθησαν εἰς τὸν καφενὲ τῆς γωνίας, συζητοῦντες τὰ τῆς ἡμέρας καὶ ἐκφράζοντες τὴν δυσαρέσκειάν των. <box>41 1422 221 1567</box>
section-heading: Αἱ ἀρβύλαι τοῦ στρατοῦ <box>42 1104 220 1119</box>
ad-text: Μέλος τῆς Γαλλικῆς Ὀφθαλμολογικῆς Ἑταιρείας, Ἐκ τῇ Ὀφθαλμολογικῇ Σχολῇ τοῦ Πανεπιστημίου Παρισίων <box>249 1758 461 1821</box>
ad-address: ΣΤΟΑ ΑΡΣΑΚΕΙΟΥ 3 <box>270 2157 439 2177</box>
clash-right <box>1273 859 1529 1064</box>
ad-for-sale-heading: ΠΩΛΟΥΝΤΑΙ <box>534 1788 661 1810</box>
funeral-children: Νικόλαος, Δημήτριος, Κωνσταντῖνος <box>751 1601 974 1616</box>
article-paragraph: Κατὰ τὰ διαληφθέντα μετέβη σήμερον εἰς συσκέψεις ὁ κ. Ζυγομαλᾶς καὶ οἱ περὶ αὐτὸν φίλοι, οἱ ὁποῖοι ἐζήτησαν τὴν κατάργησιν τῶν ὑποθηκῶν. <box>41 1001 221 1097</box>
article-paragraph: Συγχρόνως δὲ διωρίσθησαν τρεῖς πρόεδροι μὲ μισθὸν 20 λιρῶν ἕκαστος καὶ δώδεκα μέλη ἐκ τῶν διαφόρων ἐθνικοτήτων. <box>1282 711 1529 774</box>
ad-heading: ΚΛΙΝΙΚΗ <box>313 995 397 1016</box>
section-heading: Ὁ λόγος τοῦ κ. Ζυγομαλᾶ <box>77 1574 185 1605</box>
ad-address: 17α — ὁδὸς Ἀχαρνῶν — 17α <box>732 1802 993 1823</box>
article-paragraph: Ὁ ἐκ Χαλκίδος ἀνεψιὸς κ. Γεωργίου Ἀνδρέου ἀπεβίωσεν ἐν ἡλικίᾳ 57 ἐτῶν. <box>487 1263 708 1311</box>
article-paragraph: 1) Ἐξηγμάτισεν ἀναρτητικὴ ἐπιτροπὴ ἐκ τῶν μελῶν τοῦ Ἀκυρωτικοῦ ἐν τῇ Θεσσαλονίκῃ ἐπισκεπτομένη τὰ δικαστήρια τῶν ἐπαρχιῶν. <box>1019 743 1266 823</box>
article-paragraph: Δὲν εἶνε λοιπὸν ἡ Ἐθνικὴ Τράπεζα δανείσασα, ἀλλὰ τὸ Δημόσιον, καὶ ἑπομένως ἡ Τράπεζα ὀφείλει μόνον νὰ καταβάλῃ τὰ ποσὰ ὅταν διαταχθῇ ὑπὸ τῆς Κυβερνήσεως. Τὰ δὲ ποσὰ ταῦτα εἶνε κατατεθειμένα ὑπὲρ τῆς Ἀγροτικῆς Τραπέζης. <box>235 707 474 819</box>
ad-text: Εἶνε δὲ ἡ μόνη ἰδιωτικὴ κλινικὴ εἰς τὴν ὁποίαν χειρουργεῖ ὁ καθηγητὴς <box>727 1945 998 1994</box>
headline-judicial-reforms: ΑΙ ΔΙΚΑΣΤΙΚΑΙ ΜΕΤΑΡΡΥΘΜΙΣΕΙΣ <box>1127 206 1421 272</box>
ad-role: ΕΙΔΙΚΟΥ ΙΑΤΡΟΥ <box>298 1054 412 1067</box>
headline-macedonia: ΕΙΣ ΤΗΝ ΜΑΚΕΔΟΝΙΑΝ <box>1075 271 1473 307</box>
ad-text: Ὁ ὀδοντοϊατρὸς κ. Τσολάκης θεραπεύει ριζικὰς παθήσεις τῶν ὀδόντων καὶ οὐλῶν καὶ ἐπιτυχῶς τὰς ἀσθενείας αὐτῶν. Ὁδὸς Σταδίου 51. <box>487 1160 708 1260</box>
signature: Ἐκ τοῦ Γραφείου τῆς Ἐθν. Τραπέζης <box>245 910 465 924</box>
ad-unrivalled <box>487 1546 708 1786</box>
serial-to-be-continued: (Ἀκολουθεῖ) <box>926 1384 1004 1400</box>
story-paragraph: — Καὶ ποῦ ὑπάγει τώρα ; <box>734 472 896 488</box>
ad-shop-name: Κ. ΛΙΝΑΡΔΗ <box>264 2125 446 2158</box>
ad-doctor-name: ΣΠΗΛΙΟΣ <box>270 1680 439 1720</box>
article-paragraph: Ὁ λόρδος Κρόμερ ἐδήλωσεν ὅτι ἡ ἀγγλικὴ Κυβέρνησις δὲν σκοπεύει νὰ ἐπέμβῃ εἰς τὰ τῶν προνομίων. <box>1282 1479 1529 1544</box>
ad-address: 20 — ΟΔΟΣ ΠΕΙΡΑΙΩΣ — 20 <box>244 1996 466 2033</box>
alexandria-left <box>1019 1284 1266 1590</box>
ad-text: ΕΦΑΡΜΟΓΗ ΝΕΑΣ ΘΕΡΑΠΕΙΑΣ κατὰ τῆς χρονίας βλεννορροίας, ἄνευ ἐγχύσεων. <box>242 1157 467 1205</box>
ad-item: κάλτσες <box>601 1666 653 1681</box>
article-paragraph: Ὁ κ. Ζυγομαλᾶς ἀνελθὼν εἰς τὸ ἐξώστην τῆς οἰκίας του προσεφώνησε τὸ πλῆθος, εὐχαριστήσας διὰ τὴν ἐκδήλωσιν τῆς ἐμπιστοσύνης των. Τόσον, εἶπεν, ἀποδεικνύει ὅτι ὁ λαὸς τῆς Ἀττικῆς εἶνε ἀποφασισμένος νὰ ὑποστηρίξῃ τὰ δίκαιά του. <box>41 1609 221 1770</box>
article-paragraph: Ὁ Ἑλληνικὸς πληθυσμὸς τῆς Ἀλεξανδρείας ἐπὶ τῇ εὐκαιρίᾳ ταύτῃ ἐξεδήλωσεν τὴν ἀλληλεγγύην του πρὸς τὰς Ἀρχὰς διὰ τὴν τήρησιν τῆς τάξεως. <box>1019 1400 1266 1480</box>
story-paragraph: Ἐγὼ ἐξελθὼν ἐκ τοῦ θεωρείου μετέβη πρὸς τὸν διάδρομον. Ἐκεῖ συνήντησε τὸν Κορτάζη ὁ ὁποῖος τὸν ἐχαιρέτησεν εὐγενῶς. <box>720 614 1004 678</box>
article-paragraph: 2) Παραλλήλως πρὸς τὰ μέτρα αὐτὰ τῶν δύο τούτων ἀντιπροσώπων ὁ Χιλμῆ πασᾶς εἰσηγήθη τὴν ἀναδιοργάνωσιν τῶν ἐκτάκτων δικαστηρίων. <box>1282 526 1529 607</box>
story-paragraph: — Πόσον θὰ χαιρόμουν δι' αὐτὸν ! <box>734 454 958 469</box>
story-paragraph: — Τὰ πάντα θὰ γίνουν καλά. Μὴ φοβεῖσθε. Ἐγὼ θὰ φροντίσω. <box>720 1105 1004 1137</box>
